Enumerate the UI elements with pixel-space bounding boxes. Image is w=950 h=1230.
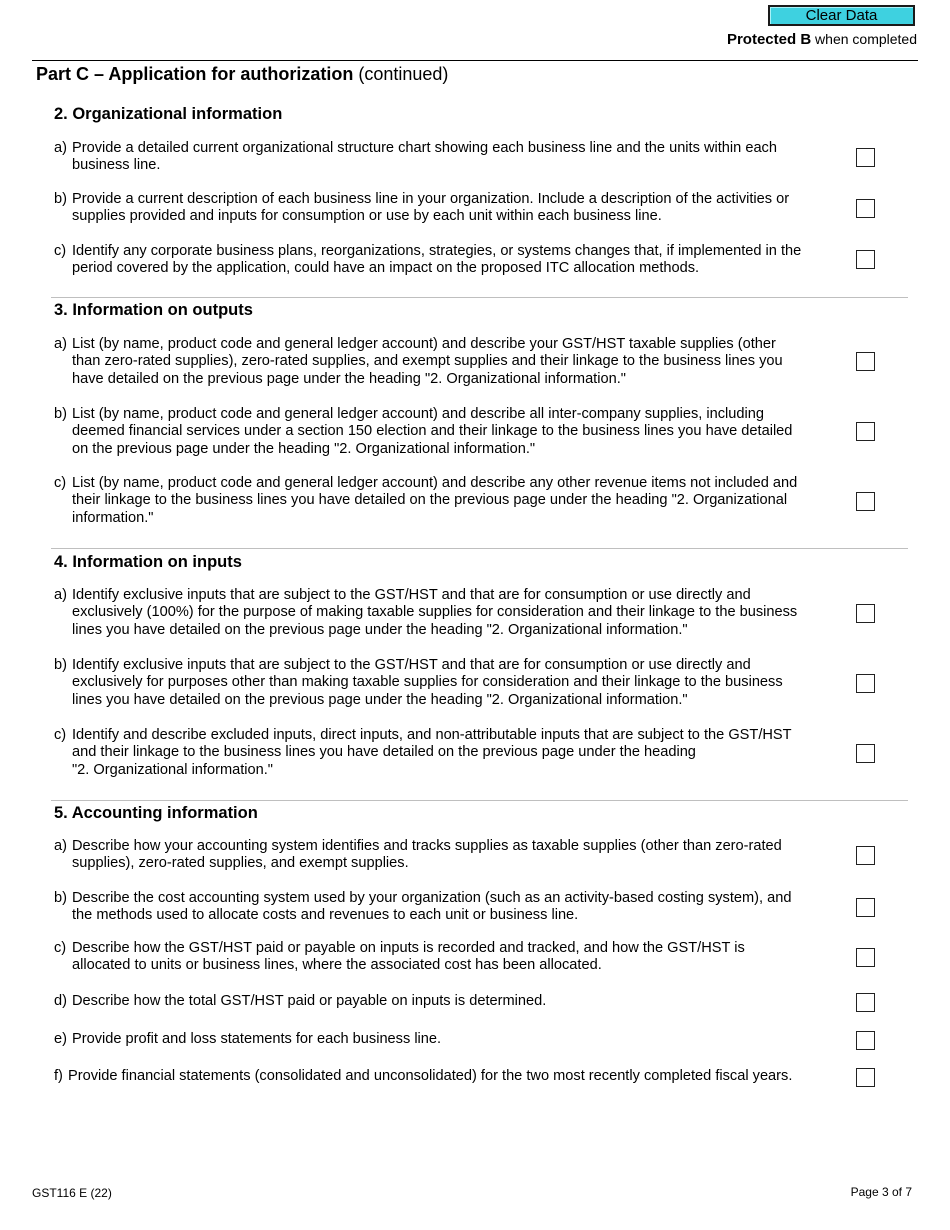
protected-b-bold: Protected B bbox=[726, 31, 812, 48]
item-line bbox=[54, 890, 850, 907]
checkbox-5b[interactable] bbox=[856, 898, 875, 917]
item-line: period covered by the application, could have an impact on the proposed ITC allocation methods. bbox=[72, 260, 700, 277]
item-3c bbox=[54, 475, 850, 527]
item-text: Provide financial statements (consolidated and unconsolidated) for the two most recently completed fiscal years. bbox=[68, 1068, 793, 1084]
item-line: exclusively for purposes other than making taxable supplies for consideration and their linkage to the business bbox=[72, 674, 783, 691]
item-letter: e) bbox=[54, 1031, 67, 1047]
item-letter: b) bbox=[54, 191, 67, 207]
item-text: Provide a current description of each business line in your organization. Include a description of the activities or bbox=[72, 191, 790, 207]
item-line bbox=[54, 475, 850, 492]
item-text: Describe the cost accounting system used by your organization (such as an activity-based costing system), and bbox=[72, 890, 792, 906]
item-letter: c) bbox=[54, 940, 67, 956]
section-divider bbox=[51, 297, 908, 298]
item-line bbox=[54, 993, 850, 1010]
item-letter: b) bbox=[54, 890, 67, 906]
part-title-rest: (continued) bbox=[353, 64, 449, 84]
item-line: than zero-rated supplies), zero-rated supplies, and exempt supplies and their linkage to the business lines you bbox=[72, 353, 783, 370]
item-text: Provide a detailed current organizational structure chart showing each business line and the units within each bbox=[72, 140, 777, 156]
item-line bbox=[54, 191, 850, 208]
section-heading-inputs: 4. Information on inputs bbox=[54, 553, 242, 571]
item-text: Identify any corporate business plans, reorganizations, strategies, or systems changes that, if implemented in the bbox=[72, 243, 802, 259]
item-letter: a) bbox=[54, 587, 67, 603]
item-2b bbox=[54, 191, 850, 226]
item-text: List (by name, product code and general ledger account) and describe your GST/HST taxable supplies (other bbox=[72, 336, 776, 352]
section-divider bbox=[51, 800, 908, 801]
checkbox-5e[interactable] bbox=[856, 1031, 875, 1050]
item-line bbox=[54, 1031, 850, 1048]
item-letter: a) bbox=[54, 838, 67, 854]
item-line: supplies), zero-rated supplies, and exempt supplies. bbox=[72, 855, 409, 872]
checkbox-2a[interactable] bbox=[856, 148, 875, 167]
item-line bbox=[54, 587, 850, 604]
item-4b bbox=[54, 657, 850, 709]
protected-b-rest: when completed bbox=[811, 31, 917, 47]
item-line bbox=[54, 406, 850, 423]
item-3a bbox=[54, 336, 850, 388]
item-line: supplies provided and inputs for consumption or use by each unit within each business line. bbox=[72, 208, 662, 225]
item-5f bbox=[54, 1068, 850, 1085]
checkbox-4c[interactable] bbox=[856, 744, 875, 763]
part-title bbox=[36, 64, 448, 85]
form-id: GST116 E (22) bbox=[32, 1186, 112, 1200]
item-text: Describe how the total GST/HST paid or payable on inputs is determined. bbox=[72, 993, 547, 1009]
item-text: Describe how your accounting system identifies and tracks supplies as taxable supplies (other than zero-rated bbox=[72, 838, 782, 854]
checkbox-5d[interactable] bbox=[856, 993, 875, 1012]
item-line: allocated to units or business lines, where the associated cost has been allocated. bbox=[72, 957, 602, 974]
item-5b bbox=[54, 890, 850, 925]
item-letter: c) bbox=[54, 243, 67, 259]
item-line bbox=[54, 657, 850, 674]
item-line: business line. bbox=[72, 157, 161, 174]
item-2c bbox=[54, 243, 850, 278]
item-letter: d) bbox=[54, 993, 67, 1009]
item-4a bbox=[54, 587, 850, 639]
item-2a bbox=[54, 140, 850, 175]
checkbox-2c[interactable] bbox=[856, 250, 875, 269]
checkbox-5a[interactable] bbox=[856, 846, 875, 865]
checkbox-3c[interactable] bbox=[856, 492, 875, 511]
part-title-bold: Part C – Application for authorization bbox=[36, 64, 354, 84]
checkbox-4a[interactable] bbox=[856, 604, 875, 623]
item-line: exclusively (100%) for the purpose of making taxable supplies for consideration and their linkage to the business bbox=[72, 604, 798, 621]
item-line bbox=[54, 1068, 850, 1085]
item-text: Describe how the GST/HST paid or payable on inputs is recorded and tracked, and how the GST/HST is bbox=[72, 940, 745, 956]
item-line: their linkage to the business lines you have detailed on the previous page under the heading "2. Organizational bbox=[72, 492, 788, 509]
checkbox-2b[interactable] bbox=[856, 199, 875, 218]
item-line: lines you have detailed on the previous page under the heading "2. Organizational information." bbox=[72, 621, 688, 638]
item-letter: c) bbox=[54, 475, 67, 491]
item-line bbox=[54, 940, 850, 957]
item-line: on the previous page under the heading "2. Organizational information." bbox=[72, 440, 536, 457]
item-line: and their linkage to the business lines you have detailed on the previous page under the heading bbox=[72, 744, 696, 761]
item-letter: f) bbox=[54, 1068, 63, 1084]
checkbox-3b[interactable] bbox=[856, 422, 875, 441]
item-5e bbox=[54, 1031, 850, 1048]
item-line bbox=[54, 838, 850, 855]
item-letter: b) bbox=[54, 406, 67, 422]
item-4c bbox=[54, 727, 850, 779]
header-divider bbox=[32, 60, 918, 61]
section-heading-accounting: 5. Accounting information bbox=[54, 804, 258, 822]
item-5a bbox=[54, 838, 850, 873]
section-heading-organizational: 2. Organizational information bbox=[54, 105, 283, 123]
item-text: List (by name, product code and general ledger account) and describe all inter-company supplies, including bbox=[72, 406, 764, 422]
clear-data-button[interactable]: Clear Data bbox=[768, 5, 915, 26]
item-line: lines you have detailed on the previous page under the heading "2. Organizational information." bbox=[72, 691, 688, 708]
item-text: Identify and describe excluded inputs, direct inputs, and non-attributable inputs that are subject to the GST/HST bbox=[72, 727, 792, 743]
item-line: deemed financial services under a section 150 election and their linkage to the business lines you have detailed bbox=[72, 423, 793, 440]
item-text: Identify exclusive inputs that are subject to the GST/HST and that are for consumption or use directly and bbox=[72, 587, 751, 603]
item-line: have detailed on the previous page under the heading "2. Organizational information." bbox=[72, 370, 626, 387]
item-line bbox=[54, 336, 850, 353]
item-text: Identify exclusive inputs that are subject to the GST/HST and that are for consumption or use directly and bbox=[72, 657, 751, 673]
item-text: List (by name, product code and general ledger account) and describe any other revenue items not included and bbox=[72, 475, 798, 491]
page-number: Page 3 of 7 bbox=[850, 1185, 912, 1199]
item-letter: c) bbox=[54, 727, 67, 743]
item-line: the methods used to allocate costs and revenues to each unit or business line. bbox=[72, 907, 579, 924]
item-5d bbox=[54, 993, 850, 1010]
checkbox-3a[interactable] bbox=[856, 352, 875, 371]
item-line bbox=[54, 727, 850, 744]
item-text: Provide profit and loss statements for each business line. bbox=[72, 1031, 442, 1047]
item-line bbox=[54, 140, 850, 157]
checkbox-5f[interactable] bbox=[856, 1068, 875, 1087]
item-5c bbox=[54, 940, 850, 975]
protected-b-label bbox=[727, 31, 917, 48]
item-line: information." bbox=[72, 509, 154, 526]
item-3b bbox=[54, 406, 850, 458]
item-letter: b) bbox=[54, 657, 67, 673]
section-heading-outputs: 3. Information on outputs bbox=[54, 301, 253, 319]
item-line bbox=[54, 243, 850, 260]
item-letter: a) bbox=[54, 140, 67, 156]
section-divider bbox=[51, 548, 908, 549]
checkbox-4b[interactable] bbox=[856, 674, 875, 693]
item-line: "2. Organizational information." bbox=[72, 761, 273, 778]
item-letter: a) bbox=[54, 336, 67, 352]
checkbox-5c[interactable] bbox=[856, 948, 875, 967]
